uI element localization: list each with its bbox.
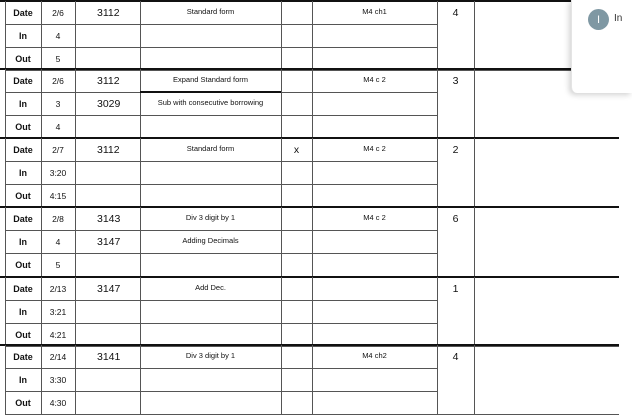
entry-mark-cell[interactable] xyxy=(281,323,312,346)
entry-notes-cell[interactable] xyxy=(474,277,619,346)
entry-module-cell[interactable]: M4 c 2 xyxy=(363,144,386,153)
comment-text[interactable]: In xyxy=(614,13,623,24)
entry-topic-cell[interactable]: Standard form xyxy=(186,7,235,16)
row-label-date: Date xyxy=(13,144,33,155)
row-label-date: Date xyxy=(13,75,33,86)
entry-topic-cell[interactable]: Div 3 digit by 1 xyxy=(185,213,236,222)
log-entry xyxy=(0,345,619,414)
row-label-date: Date xyxy=(13,7,33,18)
row-label-in: In xyxy=(19,374,27,385)
entry-mark-cell[interactable] xyxy=(281,300,312,323)
entry-notes-cell[interactable] xyxy=(474,345,619,414)
entry-code-cell[interactable]: 3141 xyxy=(97,351,121,363)
entry-code-cell[interactable] xyxy=(75,47,140,70)
entry-code-cell[interactable]: 3147 xyxy=(97,236,121,248)
entry-code-cell[interactable] xyxy=(75,115,140,138)
entry-out[interactable]: 5 xyxy=(55,53,61,64)
entry-module-cell[interactable] xyxy=(312,115,437,138)
entry-date[interactable]: 2/6 xyxy=(52,75,64,86)
entry-score[interactable]: 6 xyxy=(452,213,459,225)
entry-in[interactable]: 3:30 xyxy=(49,374,67,385)
entry-out[interactable]: 4:15 xyxy=(49,190,67,201)
entry-mark-cell[interactable] xyxy=(281,230,312,253)
entry-in[interactable]: 4 xyxy=(55,30,61,41)
entry-topic-cell[interactable] xyxy=(140,24,281,47)
row-label-date: Date xyxy=(13,283,33,294)
row-label-in: In xyxy=(19,236,27,247)
entry-module-cell[interactable] xyxy=(312,300,437,323)
entry-code-cell[interactable]: 3147 xyxy=(97,283,121,295)
entry-out[interactable]: 5 xyxy=(55,259,61,270)
entry-topic-cell[interactable]: Add Dec. xyxy=(195,283,226,292)
entry-topic-cell[interactable]: Adding Decimals xyxy=(182,236,239,245)
entry-module-cell[interactable] xyxy=(312,230,437,253)
entry-mark-cell[interactable] xyxy=(281,92,312,115)
entry-topic-cell[interactable] xyxy=(140,391,281,414)
entry-date[interactable]: 2/8 xyxy=(52,213,64,224)
log-entry xyxy=(0,1,619,70)
entry-mark-cell[interactable] xyxy=(281,277,312,300)
entry-score[interactable]: 3 xyxy=(452,75,459,87)
row-label-out: Out xyxy=(15,397,31,408)
row-label-out: Out xyxy=(15,329,31,340)
entry-topic-cell[interactable] xyxy=(140,161,281,184)
entry-code-cell[interactable]: 3112 xyxy=(97,144,120,156)
entry-mark-cell[interactable] xyxy=(281,207,312,230)
entry-topic-cell[interactable] xyxy=(140,300,281,323)
entry-code-cell[interactable] xyxy=(75,24,140,47)
entry-code-cell[interactable] xyxy=(75,391,140,414)
entry-topic-cell[interactable] xyxy=(140,368,281,391)
entry-code-cell[interactable] xyxy=(75,184,140,207)
entry-in[interactable]: 3:20 xyxy=(49,167,67,178)
entry-module-cell[interactable]: M4 ch1 xyxy=(362,7,387,16)
entry-code-cell[interactable] xyxy=(75,323,140,346)
entry-mark-cell[interactable] xyxy=(281,345,312,368)
row-label-in: In xyxy=(19,98,27,109)
entry-mark-cell[interactable] xyxy=(281,69,312,92)
entry-module-cell[interactable] xyxy=(312,277,437,300)
entry-topic-cell[interactable] xyxy=(140,184,281,207)
row-label-out: Out xyxy=(15,53,31,64)
row-label-out: Out xyxy=(15,259,31,270)
entry-mark-cell[interactable] xyxy=(281,184,312,207)
log-entry xyxy=(0,138,619,207)
row-label-in: In xyxy=(19,167,27,178)
entry-in[interactable]: 3:21 xyxy=(49,306,67,317)
entry-notes-cell[interactable] xyxy=(474,138,619,207)
entry-date[interactable]: 2/14 xyxy=(49,351,67,362)
entry-module-cell[interactable] xyxy=(312,368,437,391)
entry-module-cell[interactable]: M4 c 2 xyxy=(363,75,386,84)
row-label-in: In xyxy=(19,306,27,317)
entry-module-cell[interactable] xyxy=(312,323,437,346)
entry-code-cell[interactable] xyxy=(75,161,140,184)
entry-code-cell[interactable] xyxy=(75,300,140,323)
topic-underline xyxy=(140,91,281,93)
log-entry xyxy=(0,207,619,276)
entry-mark-cell[interactable] xyxy=(281,24,312,47)
entry-code-cell[interactable]: 3143 xyxy=(97,213,121,225)
entry-out[interactable]: 4:21 xyxy=(49,329,67,340)
entry-code-cell[interactable]: 3029 xyxy=(97,98,121,110)
entry-mark-cell[interactable] xyxy=(281,161,312,184)
entry-mark-cell[interactable] xyxy=(281,1,312,24)
commenter-avatar[interactable]: I xyxy=(588,9,609,30)
entry-mark-cell[interactable] xyxy=(281,368,312,391)
entry-topic-cell[interactable]: Sub with consecutive borrowing xyxy=(157,98,264,107)
entry-score[interactable]: 2 xyxy=(452,144,459,156)
entry-module-cell[interactable]: M4 ch2 xyxy=(362,351,387,360)
entry-module-cell[interactable] xyxy=(312,24,437,47)
row-label-date: Date xyxy=(13,351,33,362)
entry-in[interactable]: 4 xyxy=(55,236,61,247)
entry-mark-cell[interactable]: x xyxy=(293,143,300,156)
log-entry xyxy=(0,277,619,346)
row-label-out: Out xyxy=(15,121,31,132)
entry-out[interactable]: 4:30 xyxy=(49,397,67,408)
entry-mark-cell[interactable] xyxy=(281,47,312,70)
entry-module-cell[interactable] xyxy=(312,184,437,207)
entry-module-cell[interactable] xyxy=(312,92,437,115)
entry-topic-cell[interactable] xyxy=(140,47,281,70)
entry-code-cell[interactable]: 3112 xyxy=(97,7,120,19)
entry-date[interactable]: 2/7 xyxy=(52,144,64,155)
row-divider xyxy=(5,414,619,415)
entry-code-cell[interactable] xyxy=(75,368,140,391)
entry-module-cell[interactable] xyxy=(312,391,437,414)
entry-notes-cell[interactable] xyxy=(474,207,619,276)
entry-topic-cell[interactable]: Div 3 digit by 1 xyxy=(185,351,236,360)
entry-date[interactable]: 2/6 xyxy=(52,7,64,18)
entry-mark-cell[interactable] xyxy=(281,253,312,276)
entry-out[interactable]: 4 xyxy=(55,121,61,132)
entry-in[interactable]: 3 xyxy=(55,98,61,109)
entry-score[interactable]: 4 xyxy=(452,7,459,19)
entry-score[interactable]: 4 xyxy=(452,351,459,363)
entry-module-cell[interactable] xyxy=(312,47,437,70)
entry-code-cell[interactable] xyxy=(75,253,140,276)
row-label-out: Out xyxy=(15,190,31,201)
entry-module-cell[interactable] xyxy=(312,253,437,276)
entry-mark-cell[interactable] xyxy=(281,115,312,138)
log-entry xyxy=(0,69,619,138)
entry-mark-cell[interactable] xyxy=(281,391,312,414)
entry-topic-cell[interactable] xyxy=(140,253,281,276)
entry-code-cell[interactable]: 3112 xyxy=(97,75,120,87)
entry-module-cell[interactable] xyxy=(312,161,437,184)
entry-topic-cell[interactable]: Expand Standard form xyxy=(172,75,249,84)
row-label-date: Date xyxy=(13,213,33,224)
row-label-in: In xyxy=(19,30,27,41)
entry-score[interactable]: 1 xyxy=(452,283,459,295)
entry-topic-cell[interactable] xyxy=(140,115,281,138)
entry-topic-cell[interactable]: Standard form xyxy=(186,144,235,153)
entry-date[interactable]: 2/13 xyxy=(49,283,67,294)
entry-topic-cell[interactable] xyxy=(140,323,281,346)
entry-module-cell[interactable]: M4 c 2 xyxy=(363,213,386,222)
